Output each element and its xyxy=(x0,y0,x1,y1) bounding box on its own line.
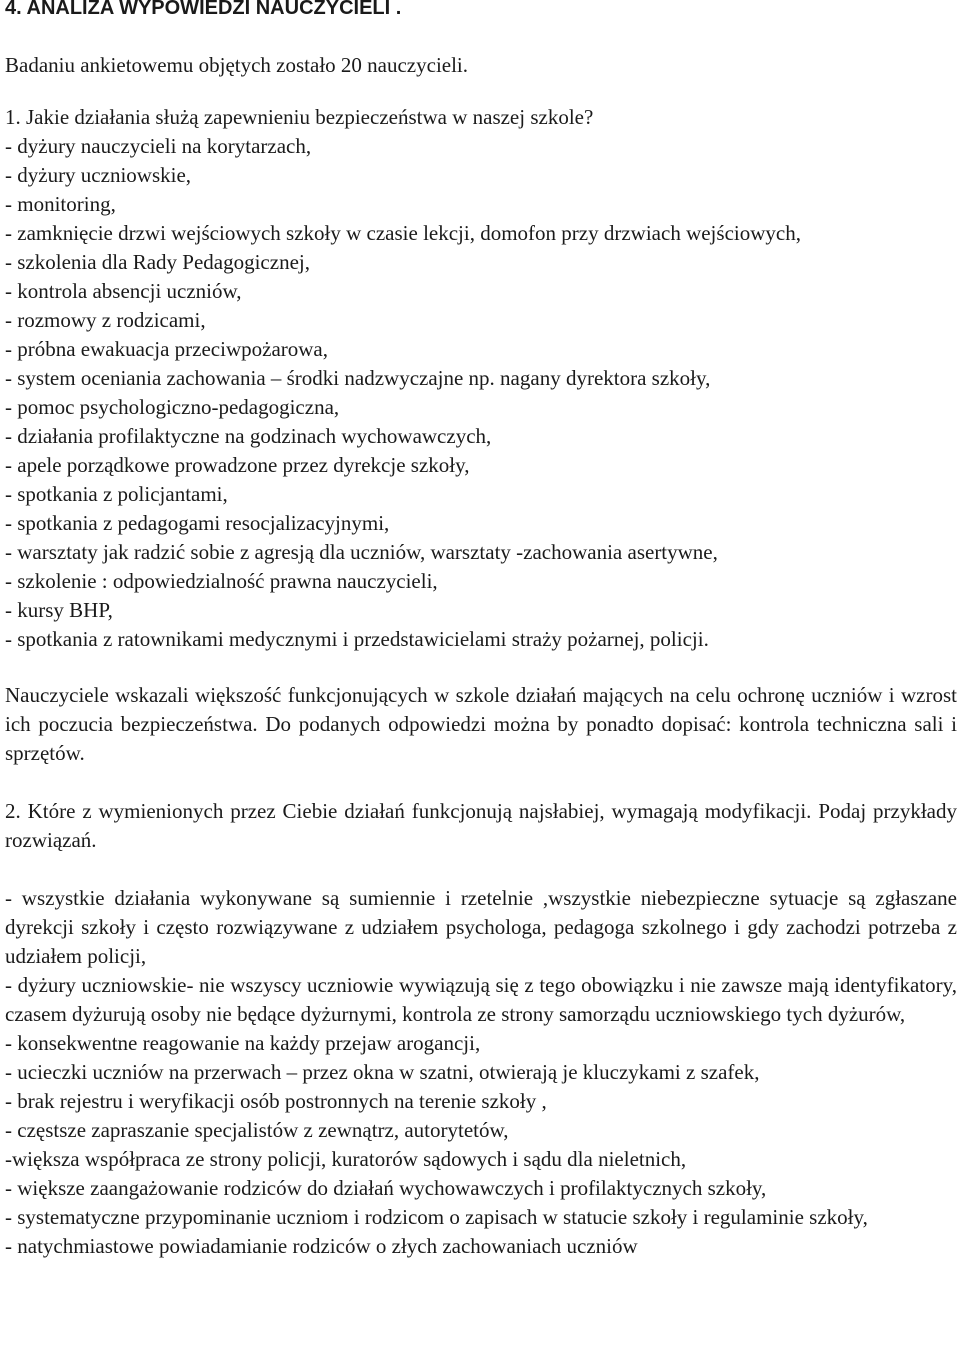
question-2: 2. Które z wymienionych przez Ciebie działań funkcjonują najsłabiej, wymagają modyfikacji. Podaj przykłady rozwiązań. xyxy=(5,799,957,852)
list-item: - pomoc psychologiczno-pedagogiczna, xyxy=(5,395,340,419)
list-item: - system oceniania zachowania – środki nadzwyczajne np. nagany dyrektora szkoły, xyxy=(5,366,711,390)
list-item: -większa współpraca ze strony policji, kuratorów sądowych i sądu dla nieletnich, xyxy=(5,1147,687,1171)
summary-paragraph: Nauczyciele wskazali większość funkcjonujących w szkole działań mających na celu ochronę uczniów i wzrost ich poczucia bezpieczeństwa. Do podanych odpowiedzi można by ponadto dopisać: kontrola techniczna sali i sprzętów. xyxy=(5,683,957,765)
list-item: - dyżury nauczycieli na korytarzach, xyxy=(5,134,312,158)
list-item: - zamknięcie drzwi wejściowych szkoły w czasie lekcji, domofon przy drzwiach wejściowych, xyxy=(5,221,801,245)
intro-text: Badaniu ankietowemu objętych zostało 20 nauczycieli. xyxy=(5,53,469,77)
list-item: - rozmowy z rodzicami, xyxy=(5,308,206,332)
question-1: 1. Jakie działania służą zapewnieniu bezpieczeństwa w naszej szkole? xyxy=(5,105,594,129)
list-item: - dyżury uczniowskie, xyxy=(5,163,192,187)
list-item: - brak rejestru i weryfikacji osób postronnych na terenie szkoły , xyxy=(5,1089,547,1113)
list-item: - działania profilaktyczne na godzinach wychowawczych, xyxy=(5,424,492,448)
list-item: - konsekwentne reagowanie na każdy przejaw arogancji, xyxy=(5,1031,481,1055)
list-item: - spotkania z ratownikami medycznymi i przedstawicielami straży pożarnej, policji. xyxy=(5,627,709,651)
list-item: - kursy BHP, xyxy=(5,598,113,622)
list-item: - apele porządkowe prowadzone przez dyrekcje szkoły, xyxy=(5,453,470,477)
list-item: - spotkania z policjantami, xyxy=(5,482,228,506)
list-item: - spotkania z pedagogami resocjalizacyjnymi, xyxy=(5,511,390,535)
list-item: - systematyczne przypominanie uczniom i rodzicom o zapisach w statucie szkoły i regulaminie szkoły, xyxy=(5,1205,868,1229)
list-item: - natychmiastowe powiadamianie rodziców o złych zachowaniach uczniów xyxy=(5,1234,638,1258)
list-item: - większe zaangażowanie rodziców do działań wychowawczych i profilaktycznych szkoły, xyxy=(5,1176,767,1200)
section-heading: 4. ANALIZA WYPOWIEDZI NAUCZYCIELI . xyxy=(5,0,402,19)
answers-1-list xyxy=(5,132,957,654)
list-item: - częstsze zapraszanie specjalistów z zewnątrz, autorytetów, xyxy=(5,1118,509,1142)
list-item: - wszystkie działania wykonywane są sumiennie i rzetelnie ,wszystkie niebezpieczne sytuacje są zgłaszane dyrekcji szkoły i często rozwiązywane z udziałem psychologa, pedagoga szkolnego i gdy zachodzi potrzeba z udziałem policji, xyxy=(5,886,957,968)
list-item: - ucieczki uczniów na przerwach – przez okna w szatni, otwierają je kluczykami z szafek, xyxy=(5,1060,760,1084)
list-item: - dyżury uczniowskie- nie wszyscy uczniowie wywiązują się z tego obowiązku i nie zawsze mają identyfikatory, czasem dyżurują osoby nie będące dyżurnymi, kontrola ze strony samorządu uczniowskiego tych dyżurów, xyxy=(5,973,957,1026)
answers-2-list xyxy=(5,884,957,1261)
list-item: - warsztaty jak radzić sobie z agresją dla uczniów, warsztaty -zachowania asertywne, xyxy=(5,540,718,564)
list-item: - kontrola absencji uczniów, xyxy=(5,279,242,303)
document-page xyxy=(5,0,957,1261)
list-item: - monitoring, xyxy=(5,192,116,216)
list-item: - szkolenie : odpowiedzialność prawna nauczycieli, xyxy=(5,569,438,593)
list-item: - próbna ewakuacja przeciwpożarowa, xyxy=(5,337,328,361)
list-item: - szkolenia dla Rady Pedagogicznej, xyxy=(5,250,310,274)
